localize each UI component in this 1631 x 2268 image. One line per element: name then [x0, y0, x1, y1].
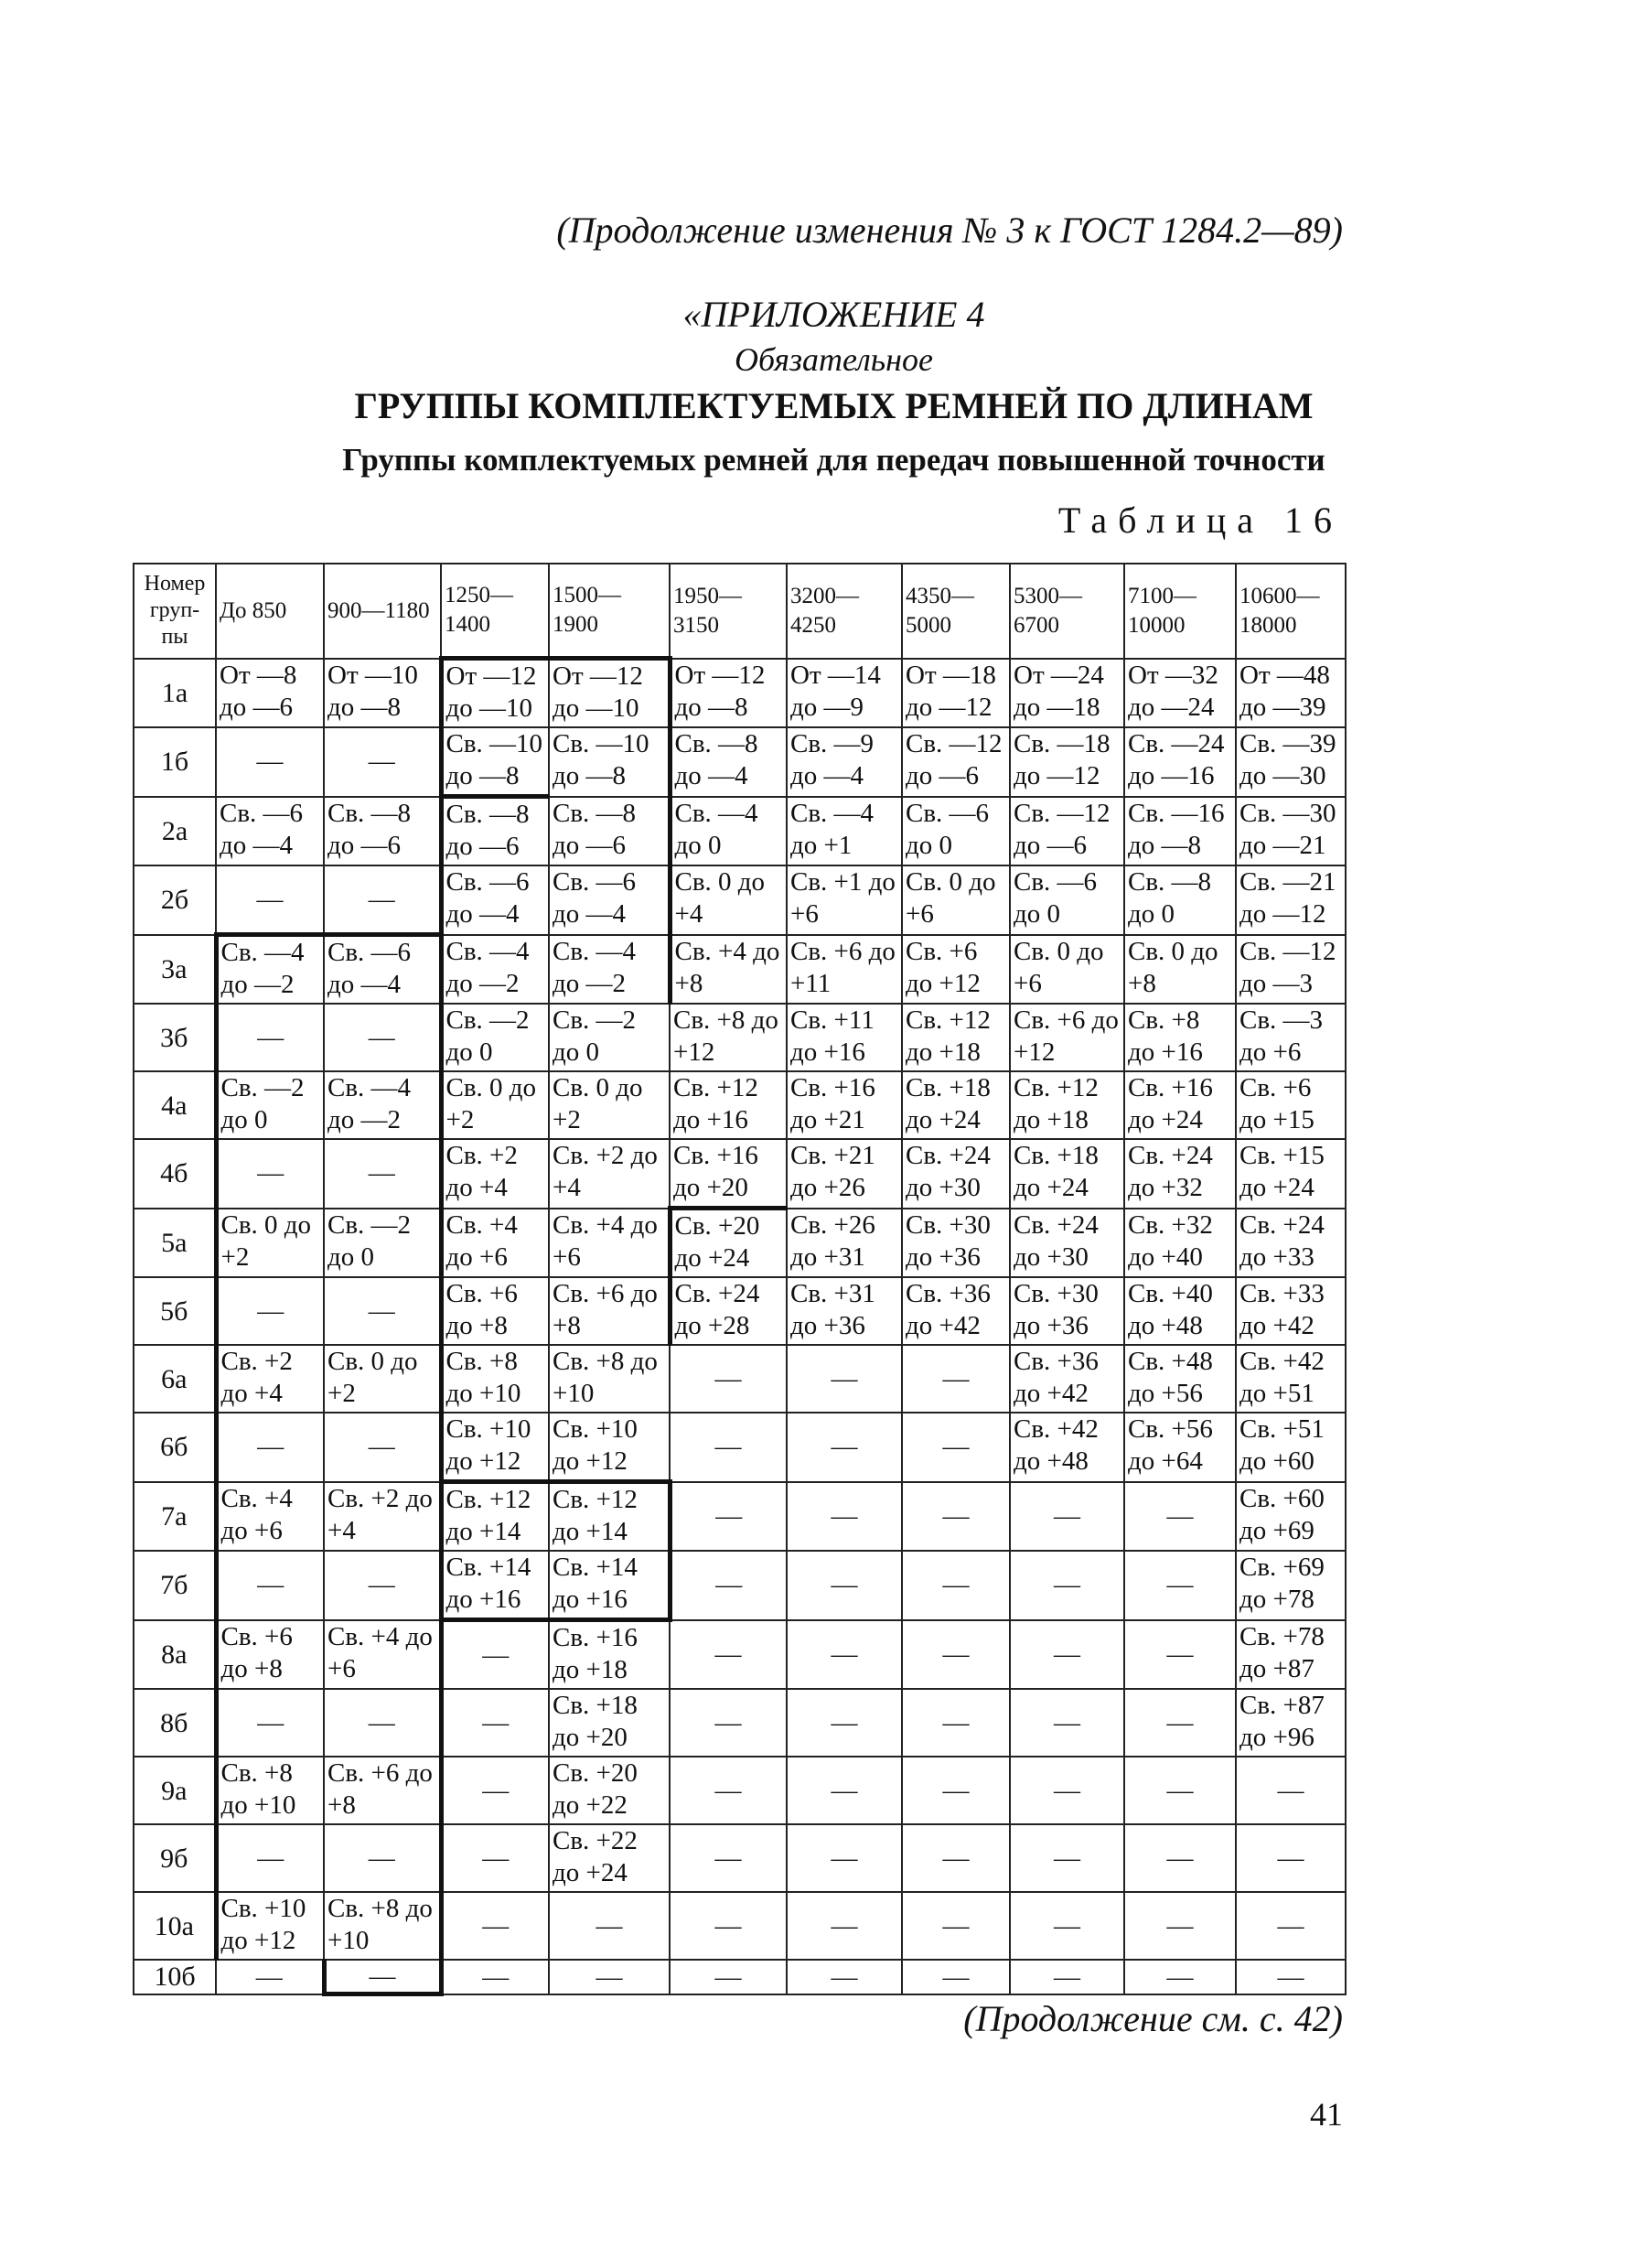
deviation-cell: — — [441, 1960, 549, 1994]
deviation-cell: — — [1010, 1551, 1124, 1620]
deviation-cell: Св. +10 до +12 — [216, 1892, 324, 1960]
deviation-cell: Св. 0 до +2 — [324, 1345, 441, 1413]
deviation-cell: Св. +32 до +40 — [1124, 1209, 1236, 1278]
group-number-cell: 6а — [134, 1345, 216, 1413]
deviation-cell: Св. —2 до 0 — [549, 1004, 670, 1071]
deviation-cell: — — [1010, 1689, 1124, 1757]
deviation-cell: Св. —10 до —8 — [549, 727, 670, 797]
deviation-cell: — — [1010, 1960, 1124, 1994]
deviation-cell: — — [902, 1892, 1010, 1960]
deviation-cell: — — [216, 1277, 324, 1345]
column-header: 1950—3150 — [670, 564, 787, 659]
group-number-cell: 9б — [134, 1824, 216, 1892]
deviation-cell: Св. —12 до —3 — [1236, 935, 1346, 1005]
deviation-cell: Св. +12 до +18 — [1010, 1071, 1124, 1139]
deviation-cell: — — [902, 1413, 1010, 1482]
deviation-cell: — — [1236, 1757, 1346, 1824]
deviation-cell: Св. +6 до +12 — [902, 935, 1010, 1005]
deviation-cell: Св. +56 до +64 — [1124, 1413, 1236, 1482]
table-row — [134, 1689, 1346, 1757]
deviation-cell: Св. +4 до +6 — [441, 1209, 549, 1278]
deviation-cell: Св. —4 до —2 — [324, 1071, 441, 1139]
deviation-cell: Св. +87 до +96 — [1236, 1689, 1346, 1757]
deviation-cell: Св. +6 до +8 — [441, 1277, 549, 1345]
deviation-cell: Св. —18 до —12 — [1010, 727, 1124, 797]
table-label: Таблица 16 — [1057, 500, 1343, 541]
deviation-cell: — — [216, 1551, 324, 1620]
deviation-cell: Св. +4 до +6 — [324, 1620, 441, 1690]
deviation-cell: — — [216, 1413, 324, 1482]
group-number-cell: 1б — [134, 727, 216, 797]
deviation-cell: Св. +11 до +16 — [787, 1004, 902, 1071]
deviation-cell: — — [1124, 1892, 1236, 1960]
deviation-cell: Св. —2 до 0 — [324, 1209, 441, 1278]
deviation-cell: Св. +2 до +4 — [324, 1482, 441, 1552]
page-subtitle: Группы комплектуемых ремней для передач повышенной точности — [342, 442, 1325, 478]
deviation-cell: Св. +8 до +16 — [1124, 1004, 1236, 1071]
deviation-cell: — — [670, 1482, 787, 1552]
deviation-cell: Св. +8 до +10 — [549, 1345, 670, 1413]
deviation-cell: — — [787, 1551, 902, 1620]
deviation-cell: Св. 0 до +4 — [670, 865, 787, 935]
group-number-cell: 1а — [134, 659, 216, 728]
group-number-cell: 9а — [134, 1757, 216, 1824]
deviation-cell: Св. —4 до +1 — [787, 797, 902, 866]
deviation-cell: — — [216, 727, 324, 797]
deviation-cell: — — [787, 1413, 902, 1482]
deviation-cell: От —24 до —18 — [1010, 659, 1124, 728]
group-number-cell: 3б — [134, 1004, 216, 1071]
deviation-cell: — — [216, 1139, 324, 1209]
deviation-cell: Св. +22 до +24 — [549, 1824, 670, 1892]
deviation-cell: Св. +21 до +26 — [787, 1139, 902, 1209]
table-row — [134, 727, 1346, 797]
group-number-cell: 10а — [134, 1892, 216, 1960]
deviation-cell: Св. +31 до +36 — [787, 1277, 902, 1345]
group-number-cell: 3а — [134, 935, 216, 1005]
group-number-cell: 10б — [134, 1960, 216, 1994]
deviation-cell: Св. +8 до +12 — [670, 1004, 787, 1071]
group-number-cell: 5а — [134, 1209, 216, 1278]
deviation-cell: — — [216, 865, 324, 935]
deviation-cell: — — [324, 1277, 441, 1345]
deviation-cell: — — [902, 1620, 1010, 1690]
deviation-cell: — — [1010, 1892, 1124, 1960]
deviation-cell: Св. +24 до +32 — [1124, 1139, 1236, 1209]
deviation-cell: Св. +6 до +11 — [787, 935, 902, 1005]
deviation-cell: — — [902, 1757, 1010, 1824]
deviation-cell: Св. —8 до 0 — [1124, 865, 1236, 935]
deviation-cell: Св. —39 до —30 — [1236, 727, 1346, 797]
table-row — [134, 1757, 1346, 1824]
deviation-cell: От —18 до —12 — [902, 659, 1010, 728]
deviation-cell: — — [787, 1689, 902, 1757]
deviation-cell: — — [441, 1620, 549, 1690]
deviation-cell: — — [1010, 1757, 1124, 1824]
group-number-cell: 8а — [134, 1620, 216, 1690]
deviation-cell: — — [324, 1689, 441, 1757]
deviation-cell: Св. +18 до +24 — [1010, 1139, 1124, 1209]
deviation-cell: — — [324, 1551, 441, 1620]
column-header: 900—1180 — [324, 564, 441, 659]
deviation-cell: — — [1124, 1757, 1236, 1824]
deviation-cell: — — [787, 1824, 902, 1892]
deviation-cell: — — [1124, 1960, 1236, 1994]
deviation-cell: Св. +6 до +8 — [549, 1277, 670, 1345]
deviation-cell: Св. +2 до +4 — [441, 1139, 549, 1209]
column-header: 5300—6700 — [1010, 564, 1124, 659]
deviation-cell: Св. +33 до +42 — [1236, 1277, 1346, 1345]
group-number-cell: 2а — [134, 797, 216, 866]
column-header: 7100—10000 — [1124, 564, 1236, 659]
group-number-cell: 7б — [134, 1551, 216, 1620]
deviation-cell: Св. +4 до +6 — [549, 1209, 670, 1278]
deviation-cell: Св. —6 до 0 — [1010, 865, 1124, 935]
group-number-cell: 4а — [134, 1071, 216, 1139]
deviation-cell: — — [787, 1892, 902, 1960]
deviation-cell: Св. +30 до +36 — [902, 1209, 1010, 1278]
deviation-cell: Св. +40 до +48 — [1124, 1277, 1236, 1345]
deviation-cell: — — [670, 1413, 787, 1482]
deviation-cell: Св. —9 до —4 — [787, 727, 902, 797]
deviation-cell: Св. +8 до +10 — [216, 1757, 324, 1824]
deviation-cell: От —8 до —6 — [216, 659, 324, 728]
deviation-cell: Св. +18 до +24 — [902, 1071, 1010, 1139]
deviation-cell: Св. +42 до +51 — [1236, 1345, 1346, 1413]
deviation-cell: Св. —16 до —8 — [1124, 797, 1236, 866]
deviation-cell: — — [441, 1892, 549, 1960]
deviation-cell: — — [324, 1004, 441, 1071]
deviation-cell: Св. —24 до —16 — [1124, 727, 1236, 797]
deviation-cell: — — [787, 1960, 902, 1994]
deviation-cell: — — [324, 1413, 441, 1482]
deviation-cell: — — [216, 1689, 324, 1757]
deviation-cell: Св. +4 до +6 — [216, 1482, 324, 1552]
deviation-cell: Св. +14 до +16 — [441, 1551, 549, 1620]
deviation-cell: От —12 до —8 — [670, 659, 787, 728]
table-row — [134, 1892, 1346, 1960]
deviation-cell: Св. —8 до —6 — [441, 797, 549, 866]
column-header: 4350—5000 — [902, 564, 1010, 659]
deviation-cell: — — [1236, 1824, 1346, 1892]
deviation-cell: — — [787, 1345, 902, 1413]
deviation-cell: — — [670, 1757, 787, 1824]
deviation-cell: Св. —8 до —6 — [549, 797, 670, 866]
deviation-cell: — — [1010, 1482, 1124, 1552]
deviation-cell: Св. +30 до +36 — [1010, 1277, 1124, 1345]
deviation-cell: — — [324, 727, 441, 797]
deviation-cell: — — [1124, 1620, 1236, 1690]
deviation-cell: — — [670, 1551, 787, 1620]
column-header: 10600—18000 — [1236, 564, 1346, 659]
deviation-cell: — — [670, 1620, 787, 1690]
deviation-cell: Св. +8 до +10 — [324, 1892, 441, 1960]
group-number-cell: 5б — [134, 1277, 216, 1345]
deviation-cell: Св. —6 до 0 — [902, 797, 1010, 866]
deviation-cell: Св. +60 до +69 — [1236, 1482, 1346, 1552]
table-header-row — [134, 564, 1346, 659]
deviation-cell: Св. 0 до +2 — [216, 1209, 324, 1278]
deviation-cell: — — [1124, 1824, 1236, 1892]
deviation-cell: Св. 0 до +6 — [1010, 935, 1124, 1005]
deviation-cell: Св. +2 до +4 — [549, 1139, 670, 1209]
deviation-cell: — — [216, 1824, 324, 1892]
deviation-cell: Св. +6 до +12 — [1010, 1004, 1124, 1071]
deviation-cell: Св. +15 до +24 — [1236, 1139, 1346, 1209]
appendix-status: Обязательное — [735, 341, 933, 378]
deviation-cell: — — [1010, 1620, 1124, 1690]
column-header: Номер груп-пы — [134, 564, 216, 659]
deviation-cell: Св. +24 до +33 — [1236, 1209, 1346, 1278]
deviation-cell: — — [670, 1824, 787, 1892]
deviation-cell: Св. —6 до —4 — [324, 935, 441, 1005]
deviation-cell: Св. —4 до —2 — [549, 935, 670, 1005]
page-number: 41 — [1310, 2096, 1343, 2133]
group-number-cell: 4б — [134, 1139, 216, 1209]
deviation-cell: Св. +6 до +8 — [216, 1620, 324, 1690]
table-row — [134, 1824, 1346, 1892]
table-row — [134, 797, 1346, 866]
deviation-cell: Св. —4 до 0 — [670, 797, 787, 866]
deviation-cell: От —12 до —10 — [549, 659, 670, 728]
deviation-cell: — — [902, 1824, 1010, 1892]
group-number-cell: 6б — [134, 1413, 216, 1482]
table-row — [134, 659, 1346, 728]
table-row — [134, 1071, 1346, 1139]
deviation-cell: — — [441, 1689, 549, 1757]
deviation-cell: Св. +10 до +12 — [549, 1413, 670, 1482]
table-row — [134, 1960, 1346, 1994]
deviation-cell: Св. +26 до +31 — [787, 1209, 902, 1278]
table-row — [134, 1551, 1346, 1620]
table-row — [134, 1004, 1346, 1071]
deviation-cell: — — [670, 1689, 787, 1757]
deviation-cell: Св. +42 до +48 — [1010, 1413, 1124, 1482]
deviation-cell: Св. +12 до +14 — [441, 1482, 549, 1552]
table-row — [134, 1413, 1346, 1482]
deviation-cell: Св. +20 до +24 — [670, 1209, 787, 1278]
deviation-cell: — — [216, 1960, 324, 1994]
deviation-cell: — — [324, 1139, 441, 1209]
deviation-cell: Св. +16 до +20 — [670, 1139, 787, 1209]
column-header: До 850 — [216, 564, 324, 659]
deviation-cell: От —32 до —24 — [1124, 659, 1236, 728]
deviation-cell: — — [324, 1824, 441, 1892]
deviation-cell: Св. +6 до +8 — [324, 1757, 441, 1824]
table-row — [134, 1209, 1346, 1278]
table-body — [134, 659, 1346, 1994]
deviation-cell: От —14 до —9 — [787, 659, 902, 728]
deviation-cell: Св. +69 до +78 — [1236, 1551, 1346, 1620]
deviation-cell: Св. 0 до +2 — [549, 1071, 670, 1139]
deviation-cell: Св. +12 до +14 — [549, 1482, 670, 1552]
page-title: ГРУППЫ КОМПЛЕКТУЕМЫХ РЕМНЕЙ ПО ДЛИНАМ — [354, 385, 1314, 426]
deviation-cell: — — [902, 1960, 1010, 1994]
group-number-cell: 2б — [134, 865, 216, 935]
belt-groups-table — [133, 563, 1345, 1996]
table-row — [134, 1277, 1346, 1345]
deviation-cell: Св. +12 до +18 — [902, 1004, 1010, 1071]
continuation-note-top: (Продолжение изменения № 3 к ГОСТ 1284.2—89) — [556, 210, 1343, 251]
deviation-cell: — — [902, 1482, 1010, 1552]
group-number-cell: 8б — [134, 1689, 216, 1757]
deviation-cell: — — [1124, 1551, 1236, 1620]
deviation-cell: — — [324, 865, 441, 935]
deviation-cell: Св. +4 до +8 — [670, 935, 787, 1005]
deviation-cell: От —12 до —10 — [441, 659, 549, 728]
deviation-cell: Св. +78 до +87 — [1236, 1620, 1346, 1690]
deviation-cell: Св. —6 до —4 — [216, 797, 324, 866]
deviation-cell: Св. —8 до —4 — [670, 727, 787, 797]
deviation-cell: Св. 0 до +2 — [441, 1071, 549, 1139]
deviation-cell: — — [441, 1824, 549, 1892]
deviation-cell: Св. —2 до 0 — [216, 1071, 324, 1139]
deviation-cell: Св. +20 до +22 — [549, 1757, 670, 1824]
deviation-cell: — — [902, 1689, 1010, 1757]
deviation-cell: Св. —6 до —4 — [549, 865, 670, 935]
deviation-cell: Св. +36 до +42 — [1010, 1345, 1124, 1413]
column-header: 1250—1400 — [441, 564, 549, 659]
appendix-heading: «ПРИЛОЖЕНИЕ 4 — [682, 294, 985, 335]
deviation-cell: Св. —30 до —21 — [1236, 797, 1346, 866]
deviation-cell: Св. +16 до +24 — [1124, 1071, 1236, 1139]
column-header: 3200—4250 — [787, 564, 902, 659]
deviation-cell: — — [324, 1960, 441, 1994]
column-header: 1500—1900 — [549, 564, 670, 659]
table-row — [134, 935, 1346, 1005]
deviation-cell: От —48 до —39 — [1236, 659, 1346, 728]
deviation-cell: Св. —3 до +6 — [1236, 1004, 1346, 1071]
deviation-cell: Св. +16 до +21 — [787, 1071, 902, 1139]
deviation-cell: — — [549, 1960, 670, 1994]
deviation-cell: От —10 до —8 — [324, 659, 441, 728]
deviation-cell: — — [670, 1960, 787, 1994]
deviation-cell: Св. +14 до +16 — [549, 1551, 670, 1620]
deviation-cell: Св. +12 до +16 — [670, 1071, 787, 1139]
deviation-cell: Св. —21 до —12 — [1236, 865, 1346, 935]
deviation-cell: Св. +16 до +18 — [549, 1620, 670, 1690]
deviation-cell: Св. +1 до +6 — [787, 865, 902, 935]
deviation-cell: — — [670, 1345, 787, 1413]
deviation-cell: Св. 0 до +6 — [902, 865, 1010, 935]
deviation-cell: Св. +6 до +15 — [1236, 1071, 1346, 1139]
deviation-cell: Св. +8 до +10 — [441, 1345, 549, 1413]
table-row — [134, 865, 1346, 935]
deviation-cell: Св. 0 до +8 — [1124, 935, 1236, 1005]
deviation-cell: Св. +24 до +30 — [1010, 1209, 1124, 1278]
deviation-cell: Св. —12 до —6 — [902, 727, 1010, 797]
deviation-cell: Св. +51 до +60 — [1236, 1413, 1346, 1482]
deviation-cell: — — [1236, 1892, 1346, 1960]
deviation-cell: — — [787, 1482, 902, 1552]
deviation-cell: — — [902, 1345, 1010, 1413]
continuation-note-bottom: (Продолжение см. с. 42) — [963, 1998, 1343, 2039]
deviation-cell: — — [549, 1892, 670, 1960]
deviation-cell: Св. —10 до —8 — [441, 727, 549, 797]
deviation-cell: — — [1124, 1482, 1236, 1552]
deviation-cell: Св. —2 до 0 — [441, 1004, 549, 1071]
deviation-cell: Св. +24 до +30 — [902, 1139, 1010, 1209]
deviation-cell: — — [1236, 1960, 1346, 1994]
deviation-cell: — — [902, 1551, 1010, 1620]
deviation-cell: — — [787, 1620, 902, 1690]
deviation-cell: — — [787, 1757, 902, 1824]
deviation-cell: Св. —8 до —6 — [324, 797, 441, 866]
deviation-cell: Св. —4 до —2 — [441, 935, 549, 1005]
deviation-cell: Св. +48 до +56 — [1124, 1345, 1236, 1413]
group-number-cell: 7а — [134, 1482, 216, 1552]
table-row — [134, 1482, 1346, 1552]
deviation-cell: Св. +2 до +4 — [216, 1345, 324, 1413]
deviation-cell: Св. +18 до +20 — [549, 1689, 670, 1757]
deviation-cell: Св. +36 до +42 — [902, 1277, 1010, 1345]
deviation-cell: — — [441, 1757, 549, 1824]
deviation-cell: — — [1124, 1689, 1236, 1757]
deviation-cell: Св. +10 до +12 — [441, 1413, 549, 1482]
deviation-cell: Св. +24 до +28 — [670, 1277, 787, 1345]
deviation-cell: — — [216, 1004, 324, 1071]
deviation-cell: Св. —6 до —4 — [441, 865, 549, 935]
deviation-cell: — — [670, 1892, 787, 1960]
table-row — [134, 1620, 1346, 1690]
deviation-cell: Св. —12 до —6 — [1010, 797, 1124, 866]
deviation-cell: — — [1010, 1824, 1124, 1892]
table-row — [134, 1139, 1346, 1209]
deviation-cell: Св. —4 до —2 — [216, 935, 324, 1005]
table-row — [134, 1345, 1346, 1413]
